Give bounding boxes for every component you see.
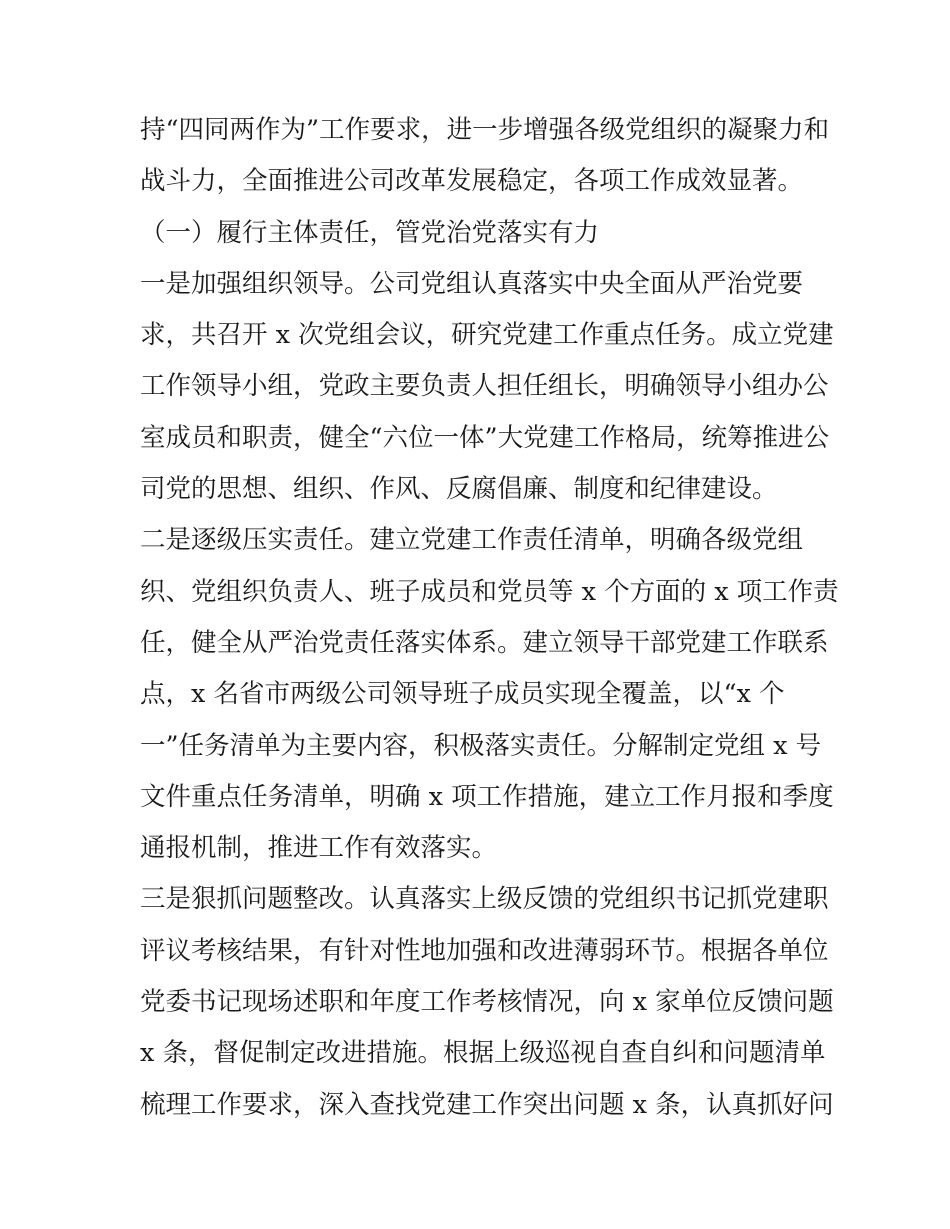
text-line: 梳理工作要求，深入查找党建工作突出问题 x 条，认真抓好问 [140,1089,834,1120]
text-line: 文件重点任务清单，明确 x 项工作措施，建立工作月报和季度 [140,781,834,812]
text-line: 点，x 名省市两级公司领导班子成员实现全覆盖，以“x 个 [140,679,785,710]
text-line: 织、党组织负责人、班子成员和党员等 x 个方面的 x 项工作责 [140,576,839,607]
text-line: 二是逐级压实责任。建立党建工作责任清单，明确各级党组 [140,525,804,556]
text-line: 一”任务清单为主要内容，积极落实责任。分解制定党组 x 号 [140,730,822,761]
text-line: 通报机制，推进工作有效落实。 [140,833,498,864]
text-line: 司党的思想、组织、作风、反腐倡廉、制度和纪律建设。 [140,474,778,505]
document-body [140,105,839,1131]
text-line: 任，健全从严治党责任落实体系。建立领导干部党建工作联系 [140,627,829,658]
text-line: 党委书记现场述职和年度工作考核情况，向 x 家单位反馈问题 [140,987,834,1018]
text-line: 战斗力，全面推进公司改革发展稳定，各项工作成效显著。 [140,166,804,197]
text-line: 一是加强组织领导。公司党组认真落实中央全面从严治党要 [140,268,804,299]
text-line: 三是狠抓问题整改。认真落实上级反馈的党组织书记抓党建职 [140,884,829,915]
text-line: 评议考核结果，有针对性地加强和改进薄弱环节。根据各单位 [140,935,829,966]
text-line: 室成员和职责，健全“六位一体”大党建工作格局，统筹推进公 [140,422,830,453]
text-line: 求，共召开 x 次党组会议，研究党建工作重点任务。成立党建 [140,320,834,351]
text-line: 持“四同两作为”工作要求，进一步增强各级党组织的凝聚力和 [140,115,830,145]
section-heading: （一）履行主体责任，管党治党落实有力 [140,217,600,248]
text-line: 工作领导小组，党政主要负责人担任组长，明确领导小组办公 [140,371,829,402]
text-line: x 条，督促制定改进措施。根据上级巡视自查自纠和问题清单 [140,1038,826,1069]
